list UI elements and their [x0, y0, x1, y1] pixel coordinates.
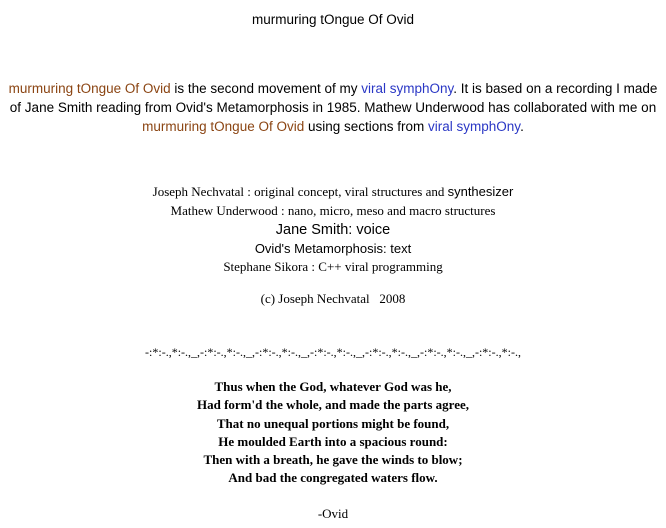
- poem-line: He moulded Earth into a spacious round:: [218, 433, 448, 449]
- page-title: murmuring tOngue Of Ovid: [251, 12, 415, 27]
- poem-line: That no unequal portions might be found,: [216, 415, 450, 431]
- divider: -:*:-.,*:-.,_,-:*:-.,*:-.,_,-:*:-.,*:-.,_,-:*:-.,*:-.,_,-:*:-.,*:-.,_,-:*:-.,*:-.,_,-:*:-.,*:-.,: [145, 345, 521, 359]
- credit-text: synthesizer: [447, 184, 514, 199]
- credit-ovid-text: Ovid's Metamorphosis: text: [254, 241, 412, 256]
- intro-text: .: [520, 119, 524, 134]
- intro-text: . It is based on a recording I made of Jane Smith reading from Ovid's Metamorphosis in 1985. Mathew Underwood has collaborated with me on: [9, 81, 658, 115]
- viral-symphony-link-2[interactable]: viral symphOny: [428, 119, 521, 134]
- credit-smith: Jane Smith: voice: [275, 222, 391, 238]
- work-title-link-2[interactable]: murmuring tOngue Of Ovid: [142, 119, 305, 134]
- poem: [0, 378, 666, 488]
- credit-nechvatal: [0, 183, 666, 201]
- intro-text: using sections from: [304, 119, 429, 134]
- credit-sikora: Stephane Sikora : C++ viral programming: [223, 259, 443, 274]
- credit-text: Joseph Nechvatal : original concept, viral structures and: [152, 184, 448, 199]
- poem-line: Had form'd the whole, and made the parts agree,: [196, 397, 470, 413]
- copyright: (c) Joseph Nechvatal 2008: [260, 291, 406, 306]
- signature: -Ovid: [317, 506, 349, 521]
- work-title-link[interactable]: murmuring tOngue Of Ovid: [8, 81, 171, 96]
- poem-line: Thus when the God, whatever God was he,: [214, 379, 452, 394]
- poem-line: And bad the congregated waters flow.: [228, 470, 438, 486]
- viral-symphony-link[interactable]: viral symphOny: [361, 81, 454, 96]
- credit-underwood: Mathew Underwood : nano, micro, meso and macro structures: [170, 203, 496, 218]
- intro-paragraph: [4, 79, 662, 136]
- poem-line: Then with a breath, he gave the winds to blow;: [203, 452, 463, 468]
- intro-text: is the second movement of my: [170, 81, 362, 96]
